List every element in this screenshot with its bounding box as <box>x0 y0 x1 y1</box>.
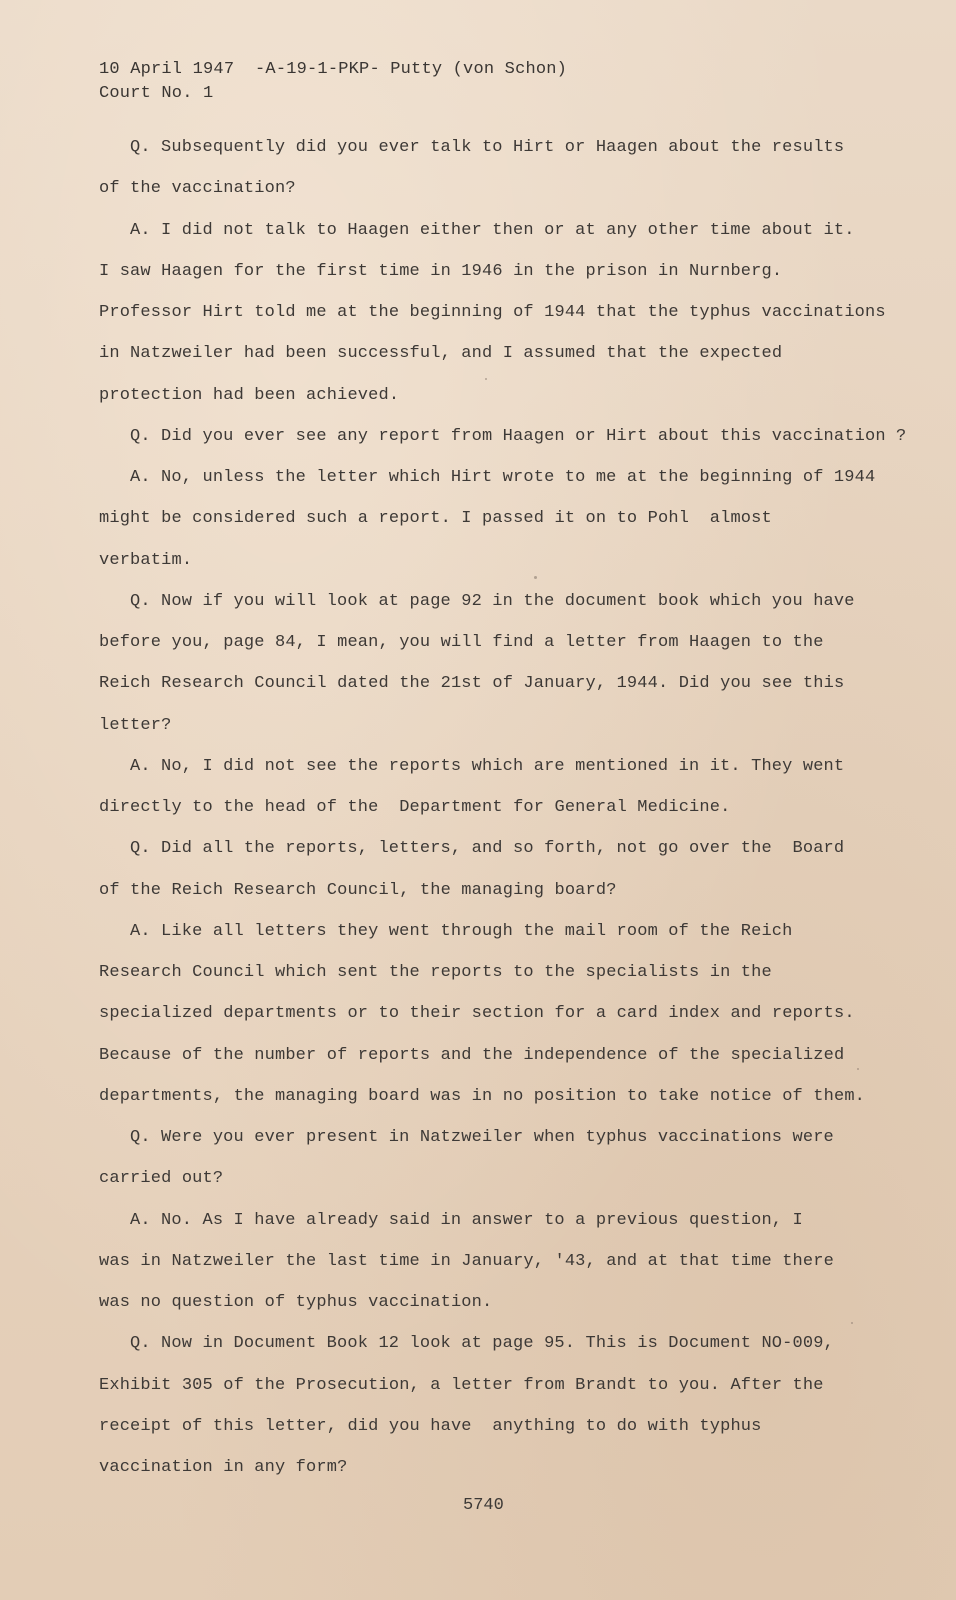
text-line: letter? <box>99 716 172 735</box>
text-line: Because of the number of reports and the independence of the specialized <box>99 1046 845 1065</box>
text-line: was no question of typhus vaccination. <box>99 1293 493 1312</box>
text-line: Q. Did you ever see any report from Haagen or Hirt about this vaccination ? <box>130 427 907 446</box>
text-line: Professor Hirt told me at the beginning of 1944 that the typhus vaccinations <box>99 303 886 322</box>
text-line: departments, the managing board was in no position to take notice of them. <box>99 1087 866 1106</box>
text-line: of the Reich Research Council, the managing board? <box>99 881 617 900</box>
header-court: Court No. 1 <box>99 84 214 103</box>
text-line: vaccination in any form? <box>99 1458 348 1477</box>
text-line: before you, page 84, I mean, you will find a letter from Haagen to the <box>99 633 824 652</box>
text-line: receipt of this letter, did you have anything to do with typhus <box>99 1417 762 1436</box>
text-line: carried out? <box>99 1169 224 1188</box>
text-line: A. I did not talk to Haagen either then or at any other time about it. <box>130 221 855 240</box>
text-line: specialized departments or to their section for a card index and reports. <box>99 1004 855 1023</box>
text-line: Exhibit 305 of the Prosecution, a letter from Brandt to you. After the <box>99 1376 824 1395</box>
text-line: directly to the head of the Department for General Medicine. <box>99 798 731 817</box>
text-line: in Natzweiler had been successful, and I assumed that the expected <box>99 344 783 363</box>
text-line: Q. Subsequently did you ever talk to Hirt or Haagen about the results <box>130 138 845 157</box>
text-line: Q. Now if you will look at page 92 in the document book which you have <box>130 592 855 611</box>
text-line: of the vaccination? <box>99 179 296 198</box>
text-line: A. Like all letters they went through the mail room of the Reich <box>130 922 793 941</box>
text-line: I saw Haagen for the first time in 1946 in the prison in Nurnberg. <box>99 262 783 281</box>
header-date-reference: 10 April 1947 -A-19-1-PKP- Putty (von Schon) <box>99 60 568 79</box>
paper-speck <box>857 1068 859 1070</box>
text-line: A. No, I did not see the reports which are mentioned in it. They went <box>130 757 845 776</box>
paper-speck <box>534 576 537 579</box>
text-line: Q. Were you ever present in Natzweiler when typhus vaccinations were <box>130 1128 834 1147</box>
page-number: 5740 <box>463 1496 504 1515</box>
text-line: might be considered such a report. I passed it on to Pohl almost <box>99 509 772 528</box>
paper-speck <box>851 1322 853 1324</box>
text-line: Reich Research Council dated the 21st of January, 1944. Did you see this <box>99 674 845 693</box>
paper-speck <box>485 378 487 380</box>
text-line: A. No. As I have already said in answer to a previous question, I <box>130 1211 803 1230</box>
text-line: Q. Did all the reports, letters, and so forth, not go over the Board <box>130 839 845 858</box>
document-header <box>99 58 567 106</box>
text-line: verbatim. <box>99 551 193 570</box>
text-line: was in Natzweiler the last time in January, '43, and at that time there <box>99 1252 834 1271</box>
text-line: protection had been achieved. <box>99 386 400 405</box>
text-line: Q. Now in Document Book 12 look at page 95. This is Document NO-009, <box>130 1334 834 1353</box>
text-line: A. No, unless the letter which Hirt wrote to me at the beginning of 1944 <box>130 468 876 487</box>
text-line: Research Council which sent the reports to the specialists in the <box>99 963 772 982</box>
